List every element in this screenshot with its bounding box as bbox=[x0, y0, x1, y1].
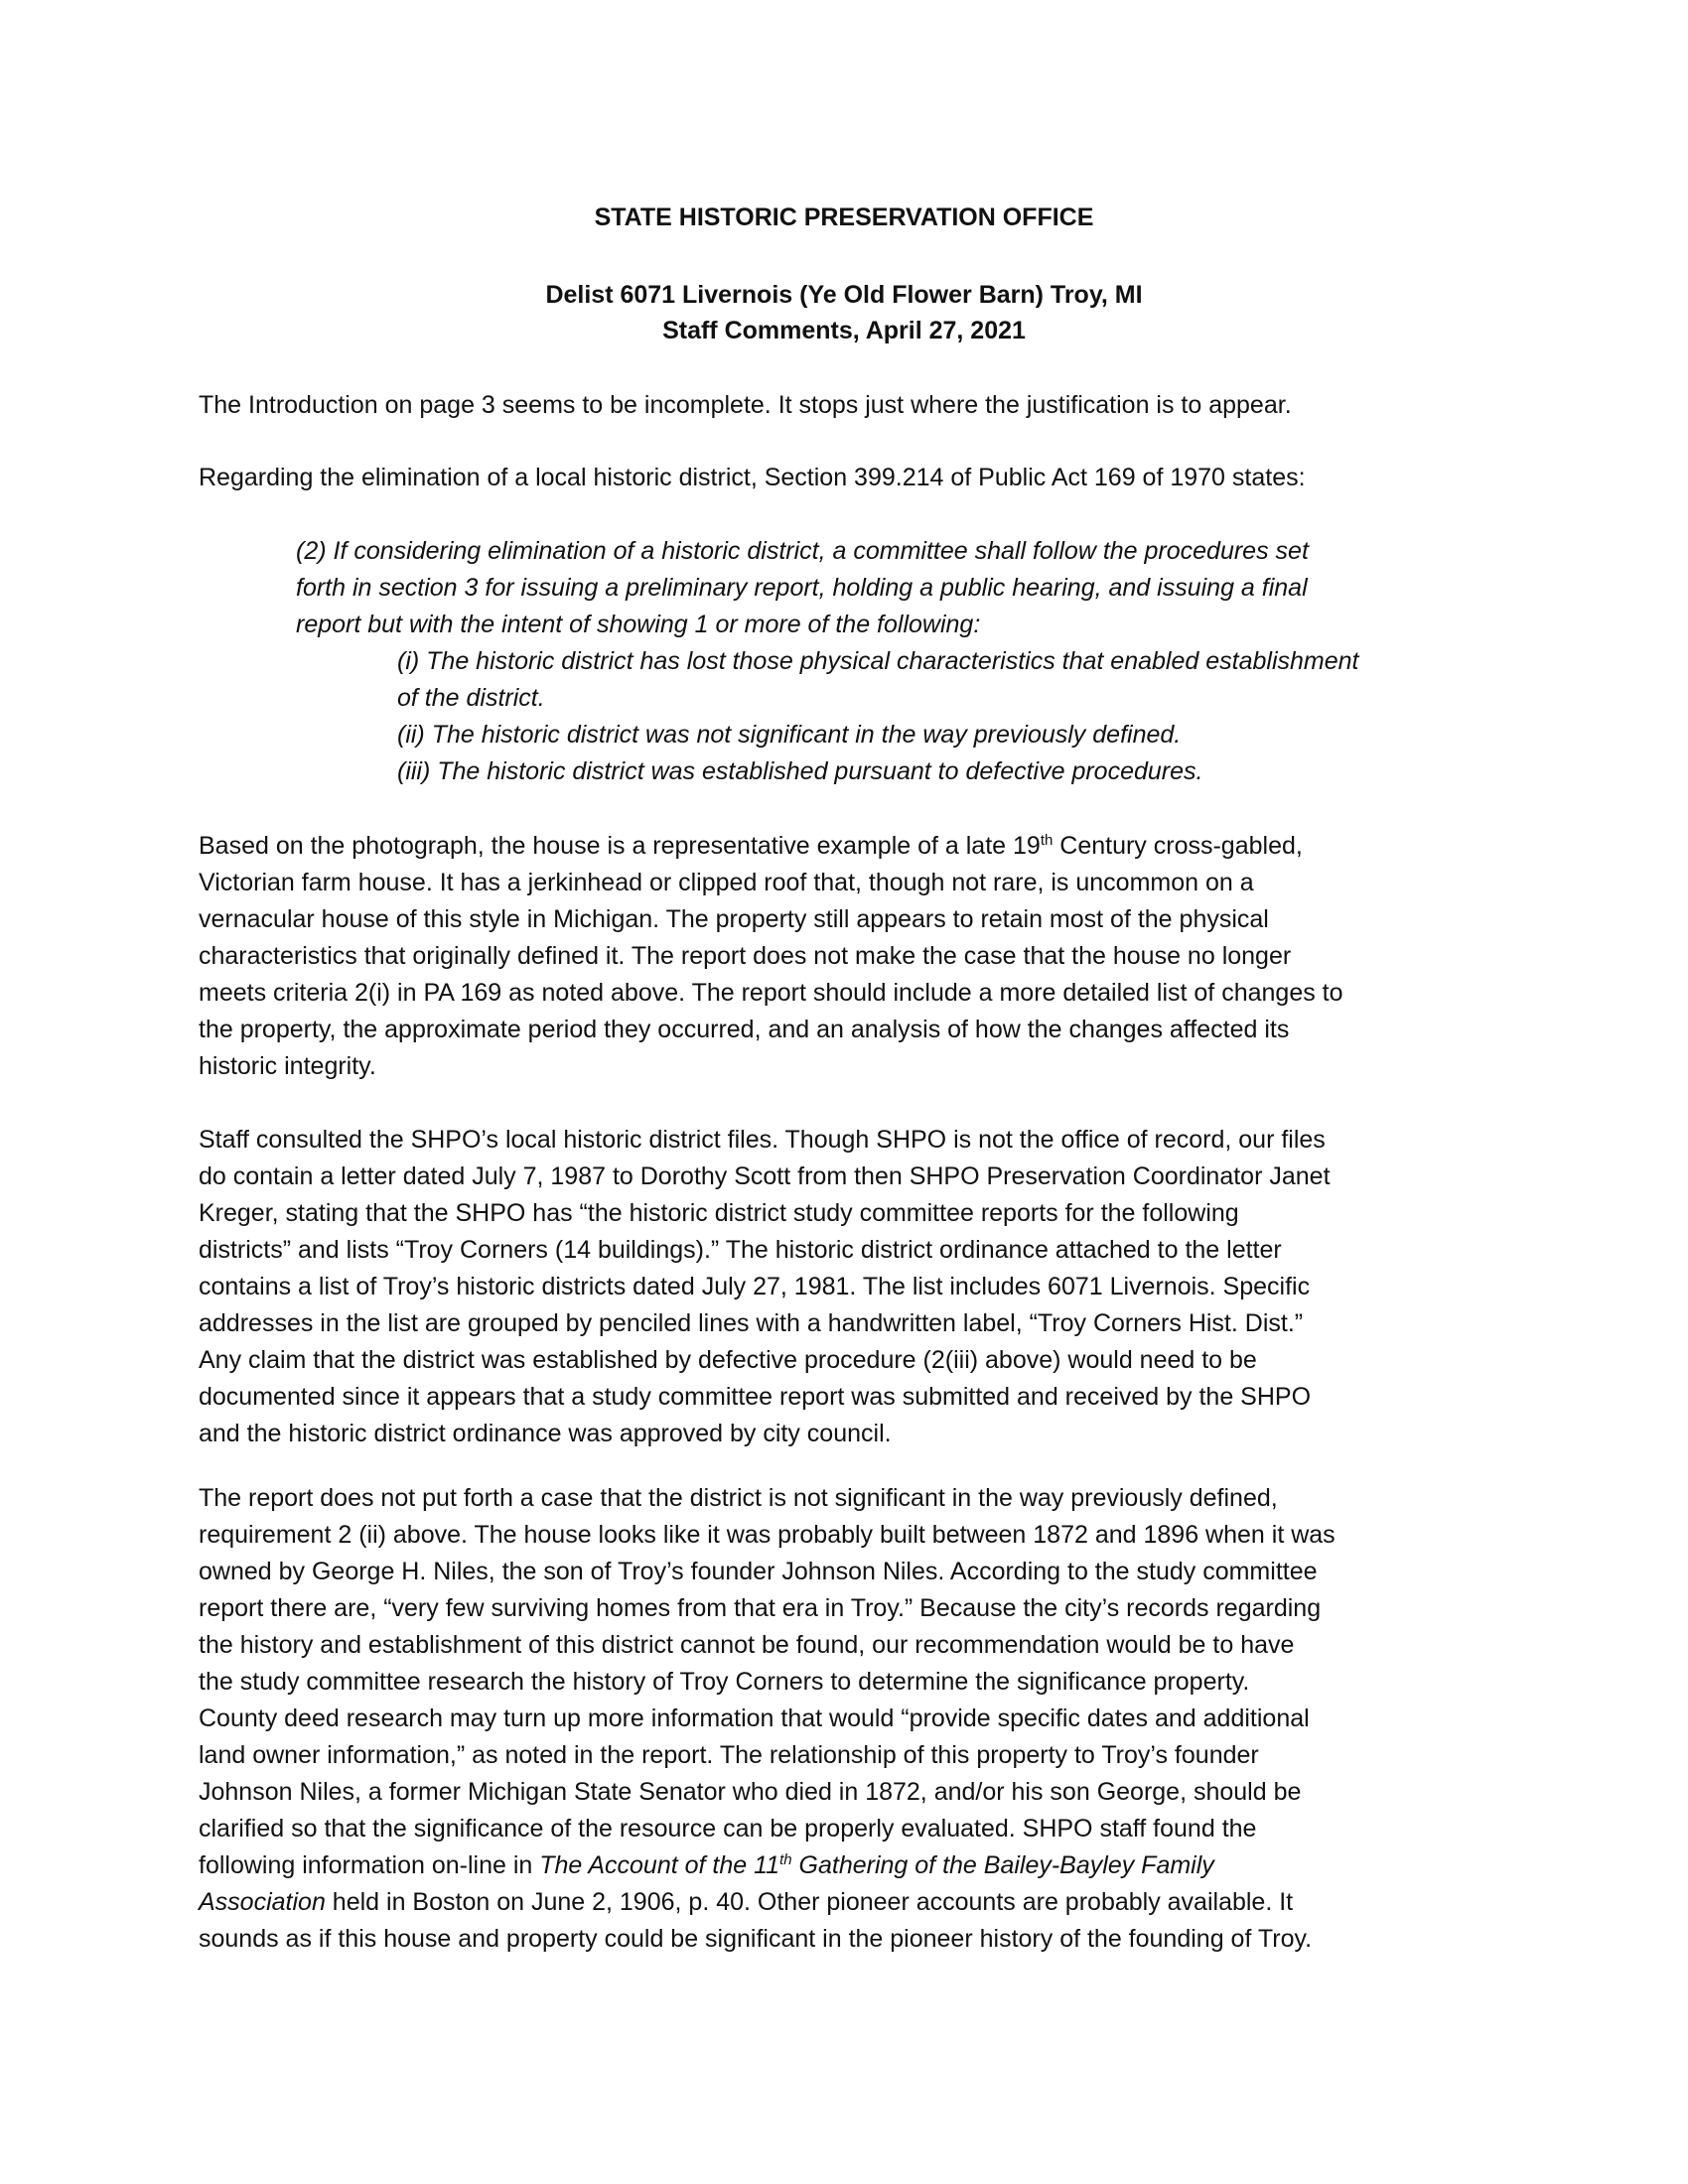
publication-title: The Account of the 11th Gathering of the Bailey-Bayley Family bbox=[539, 1851, 1214, 1879]
statute-line: (2) If considering elimination of a historic district, a committee shall follow the procedures set bbox=[296, 537, 1309, 565]
paragraph-line: do contain a letter dated July 7, 1987 to Dorothy Scott from then SHPO Preservation Coordinator Janet bbox=[199, 1162, 1331, 1190]
paragraph-line: Kreger, stating that the SHPO has “the historic district study committee reports for the following bbox=[199, 1199, 1239, 1227]
statute-item: of the district. bbox=[397, 684, 545, 712]
paragraph-line: meets criteria 2(i) in PA 169 as noted above. The report should include a more detailed list of changes to bbox=[199, 979, 1343, 1007]
paragraph-line: County deed research may turn up more information that would “provide specific dates and additional bbox=[199, 1705, 1310, 1732]
statute-item: (iii) The historic district was established pursuant to defective procedures. bbox=[397, 757, 1203, 785]
paragraph-line: The report does not put forth a case that the district is not significant in the way previously defined, bbox=[199, 1484, 1278, 1512]
paragraph-line: Based on the photograph, the house is a representative example of a late 19th Century cross-gabled, bbox=[199, 832, 1303, 860]
paragraph-line: Staff consulted the SHPO’s local historic district files. Though SHPO is not the office of record, our files bbox=[199, 1126, 1326, 1154]
paragraph-line: the property, the approximate period they occurred, and an analysis of how the changes affected its bbox=[199, 1016, 1290, 1043]
statute-line: forth in section 3 for issuing a preliminary report, holding a public hearing, and issuing a final bbox=[296, 574, 1308, 602]
paragraph-line: report there are, “very few surviving homes from that era in Troy.” Because the city’s records regarding bbox=[199, 1594, 1322, 1622]
publication-title: Association bbox=[199, 1888, 326, 1916]
paragraph-line: characteristics that originally defined it. The report does not make the case that the house no longer bbox=[199, 942, 1292, 970]
paragraph-line: the history and establishment of this district cannot be found, our recommendation would be to have bbox=[199, 1631, 1295, 1659]
paragraph-line: Any claim that the district was established by defective procedure (2(iii) above) would need to be bbox=[199, 1346, 1257, 1374]
intro-line: The Introduction on page 3 seems to be incomplete. It stops just where the justification is to appear. bbox=[199, 391, 1292, 419]
paragraph-line: Association held in Boston on June 2, 1906, p. 40. Other pioneer accounts are probably available. It bbox=[199, 1888, 1294, 1916]
paragraph-line: owned by George H. Niles, the son of Troy’s founder Johnson Niles. According to the study committee bbox=[199, 1558, 1318, 1585]
paragraph-line: clarified so that the significance of the resource can be properly evaluated. SHPO staff found the bbox=[199, 1815, 1257, 1843]
statute-item: (i) The historic district has lost those physical characteristics that enabled establishment bbox=[397, 647, 1359, 675]
date-heading: Staff Comments, April 27, 2021 bbox=[662, 317, 1026, 344]
intro-line: Regarding the elimination of a local historic district, Section 399.214 of Public Act 169 of 1970 states: bbox=[199, 464, 1306, 491]
paragraph-line: land owner information,” as noted in the report. The relationship of this property to Troy’s founder bbox=[199, 1741, 1259, 1769]
paragraph-line: addresses in the list are grouped by penciled lines with a handwritten label, “Troy Corners Hist. Dist.” bbox=[199, 1309, 1304, 1337]
paragraph-line: vernacular house of this style in Michigan. The property still appears to retain most of the physical bbox=[199, 905, 1269, 933]
office-heading: STATE HISTORIC PRESERVATION OFFICE bbox=[594, 204, 1094, 231]
paragraph-line: sounds as if this house and property could be significant in the pioneer history of the founding of Troy. bbox=[199, 1925, 1313, 1953]
statute-line: report but with the intent of showing 1 or more of the following: bbox=[296, 611, 981, 638]
paragraph-line: districts” and lists “Troy Corners (14 buildings).” The historic district ordinance attached to the letter bbox=[199, 1236, 1282, 1264]
paragraph-line: requirement 2 (ii) above. The house looks like it was probably built between 1872 and 1896 when it was bbox=[199, 1521, 1336, 1549]
paragraph-line: Johnson Niles, a former Michigan State Senator who died in 1872, and/or his son George, should be bbox=[199, 1778, 1302, 1806]
paragraph-line: historic integrity. bbox=[199, 1052, 376, 1080]
statute-item: (ii) The historic district was not significant in the way previously defined. bbox=[397, 721, 1182, 749]
subject-heading: Delist 6071 Livernois (Ye Old Flower Barn) Troy, MI bbox=[545, 281, 1143, 309]
paragraph-line: the study committee research the history of Troy Corners to determine the significance property. bbox=[199, 1668, 1250, 1696]
paragraph-line: contains a list of Troy’s historic districts dated July 27, 1981. The list includes 6071 Livernois. Specific bbox=[199, 1273, 1311, 1300]
paragraph-line: following information on-line in The Account of the 11th Gathering of the Bailey-Bayley Family bbox=[199, 1851, 1214, 1879]
paragraph-line: documented since it appears that a study committee report was submitted and received by the SHPO bbox=[199, 1383, 1312, 1411]
paragraph-line: Victorian farm house. It has a jerkinhead or clipped roof that, though not rare, is uncommon on a bbox=[199, 869, 1254, 896]
paragraph-line: and the historic district ordinance was approved by city council. bbox=[199, 1420, 892, 1447]
